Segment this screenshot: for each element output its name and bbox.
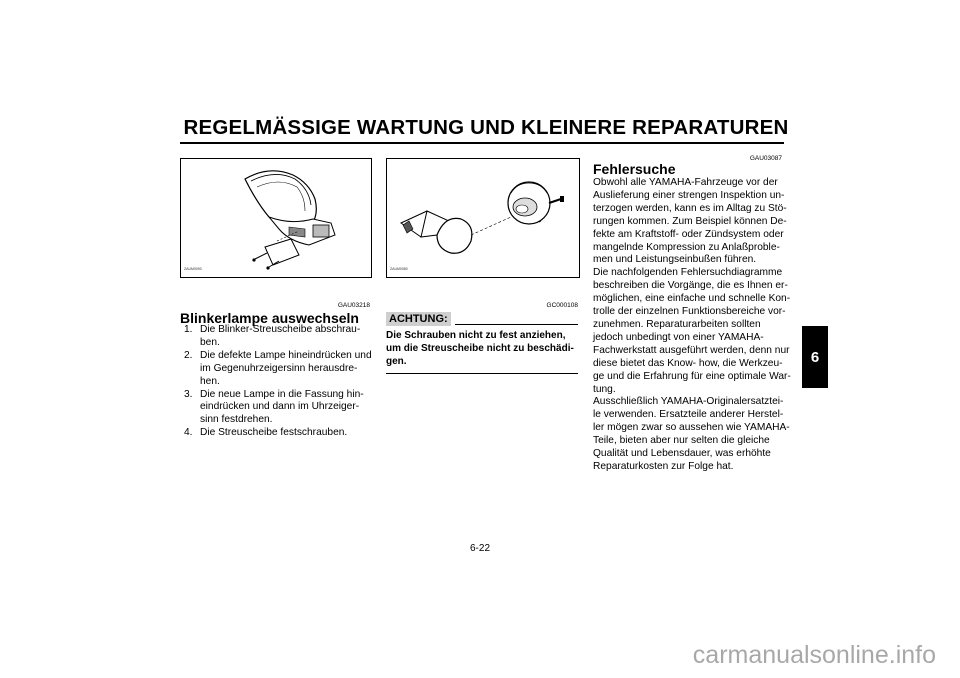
text-line: Fachwerkstatt ausgeführt werden, denn nur [593,344,790,356]
text-line: Teile, bieten aber nur selten die gleiche [593,435,770,447]
caution-header [386,312,578,326]
caution-heading: ACHTUNG: [386,312,451,326]
text-line: Ausschließlich YAMAHA-Originalersatztei- [593,396,784,408]
section-heading: Fehlersuche [593,161,676,177]
text-line: le verwenden. Ersatzteile anderer Herstel- [593,409,784,421]
list-item [180,350,380,389]
step-line: Die defekte Lampe hineindrücken und [200,349,372,361]
step-line: Die Streuscheibe festschrauben. [200,427,348,439]
bulb-and-lens-illustration [387,159,579,277]
figure-blinker-lens-removal [180,158,372,278]
step-line: ben. [200,336,220,348]
step-line: eindrücken und dann im Uhrzeiger- [200,401,360,413]
section-heading: Blinkerlampe auswechseln [180,310,359,326]
text-line: fekte am Kraftstoff- oder Zündsystem oder [593,228,784,240]
caution-header-rule [455,324,578,325]
text-line: zunehmen. Reparaturarbeiten sollten [593,318,761,330]
caution-line: um die Streuscheibe nicht zu beschädi- [386,342,574,354]
text-line: Reparaturkosten zur Folge hat. [593,460,734,472]
step-number: 3. [184,388,193,400]
text-line: tung. [593,383,616,395]
caution-line: Die Schrauben nicht zu fest anziehen, [386,330,566,341]
text-line: mangelnde Kompression zu Anlaßproble- [593,241,780,253]
text-line: diese bietet das Know- how, die Werkzeu- [593,357,783,369]
step-line: sinn festdrehen. [200,414,273,426]
figure-bulb-replacement [386,158,580,278]
list-item [180,427,380,440]
troubleshooting-text [593,177,789,474]
text-line: Auslieferung einer strengen Inspektion un- [593,189,785,201]
text-line: ler mögen zwar so aussehen wie YAMAHA- [593,422,790,434]
caution-text [386,330,578,369]
caution-line: gen. [386,355,407,367]
caution-box [386,312,578,374]
text-line: Obwohl alle YAMAHA-Fahrzeuge vor der [593,177,778,188]
caution-bottom-rule [386,373,578,374]
text-line: men und Leistungseinbußen führen. [593,254,757,266]
chapter-tab: 6 [802,326,828,388]
text-line: beschreiben die Vorgänge, die es Ihnen er- [593,280,788,292]
text-line: Qualität und Lebensdauer, was erhöhte [593,448,771,460]
text-line: Die nachfolgenden Fehlersuchdiagramme [593,267,783,279]
figure-code: ZAUM0090 [184,267,202,271]
text-line: jedoch unbedingt von einer YAMAHA- [593,331,764,343]
step-number: 1. [184,324,193,335]
list-item [180,324,380,350]
step-line: Die neue Lampe in die Fassung hin- [200,388,364,400]
step-number: 2. [184,349,193,361]
section-code: GAU03218 [337,302,370,309]
page-title: REGELMÄSSIGE WARTUNG UND KLEINERE REPARATUREN [183,116,789,139]
list-item [180,389,380,428]
page-number: 6-22 [469,543,490,554]
text-line: rungen kommen. Zum Beispiel können De- [593,215,787,227]
text-line: terzogen werden, kann es im Alltag zu Stö- [593,202,787,214]
caution-code: GC000108 [546,302,578,309]
text-line: möglichen, eine einfache und schnelle Kon- [593,293,791,305]
step-line: im Gegenuhrzeigersinn herausdre- [200,362,358,374]
step-line: Die Blinker-Streuscheibe abschrau- [200,324,361,335]
text-line: trolle der einzelnen Funktionsbereiche vor- [593,306,786,318]
step-number: 4. [184,427,193,439]
blinker-lens-illustration [181,159,371,277]
text-line: ge und die Erfahrung für eine optimale War- [593,370,791,382]
watermark: carmanualsonline.info [692,641,936,669]
instruction-list [180,324,380,440]
header-rule [180,142,784,144]
step-line: hen. [200,375,220,387]
section-code: GAU03087 [749,155,782,162]
figure-code: ZAUM0080 [390,267,408,271]
